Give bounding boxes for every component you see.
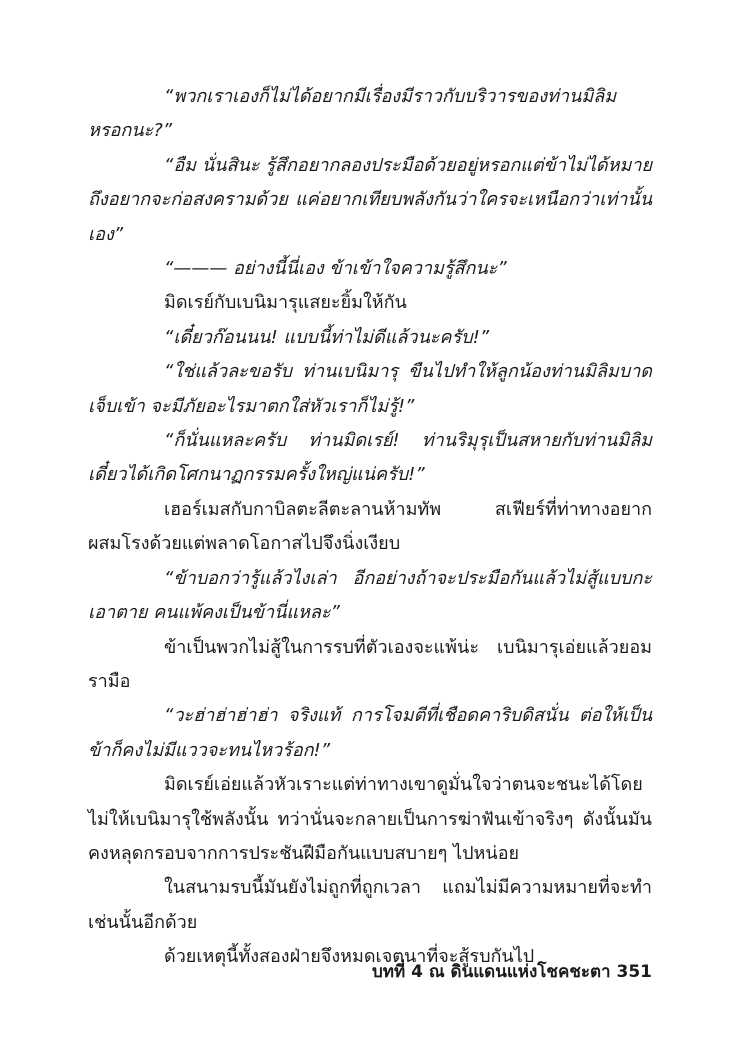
dialogue-paragraph: “ก็นั่นแหละครับ ท่านมิดเรย์! ท่านริมุรุเป็นสหายกับท่านมิลิมเดี๋ยวได้เกิดโศกนาฏกรรมครั้งใหญ่แน่ครับ!” [88,430,652,486]
body-text [88,80,652,975]
narration-paragraph: มิดเรย์เอ่ยแล้วหัวเราะแต่ท่าทางเขาดูมั่นใจว่าตนจะชนะได้โดยไม่ให้เบนิมารุใช้พลังนั้น ทว่านั่นจะกลายเป็นการฆ่าฟันเข้าจริงๆ ดังนั้นมันคงหลุดกรอบจากการประชันฝีมือกันแบบสบายๆ ไปหน่อย [88,774,652,864]
narration-paragraph: มิดเรย์กับเบนิมารุแสยะยิ้มให้กัน [164,292,407,314]
dialogue-paragraph: “เดี๋ยวก๊อนนน! แบบนี้ท่าไม่ดีแล้วนะครับ!” [164,326,490,348]
dialogue-paragraph: “ข้าบอกว่ารู้แล้วไงเล่า อีกอย่างถ้าจะประมือกันแล้วไม่สู้แบบกะเอาตาย คนแพ้คงเป็นข้านี่แหละ” [88,567,652,624]
dialogue-paragraph: “วะฮ่าฮ่าฮ่าฮ่า จริงแท้ การโจมตีที่เชือดคาริบดิสนั่น ต่อให้เป็นข้าก็คงไม่มีแววจะทนไหวร้อก!” [88,705,652,761]
narration-paragraph: ข้าเป็นพวกไม่สู้ในการรบที่ตัวเองจะแพ้น่ะ เบนิมารุเอ่ยแล้วยอมรามือ [88,636,652,692]
dialogue-paragraph: “ใช่แล้วละขอรับ ท่านเบนิมารุ ขืนไปทำให้ลูกน้องท่านมิลิมบาดเจ็บเข้า จะมีภัยอะไรมาตกใส่หัวเราก็ไม่รู้!” [88,361,652,417]
dialogue-paragraph: “——— อย่างนี้นี่เอง ข้าเข้าใจความรู้สึกนะ” [164,258,507,280]
running-footer: บทที่ 4 ณ ดินแดนแห่งโชคชะตา 351 [371,962,652,982]
dialogue-paragraph: “พวกเราเองก็ไม่ได้อยากมีเรื่องมีราวกับบริวารของท่านมิลิมหรอกนะ?” [88,86,617,142]
narration-paragraph: ด้วยเหตุนี้ทั้งสองฝ่ายจึงหมดเจตนาที่จะสู้รบกันไป [164,946,535,968]
narration-paragraph: เฮอร์เมสกับกาบิลตะลีตะลานห้ามทัพ สเฟียร์ที่ท่าทางอยากผสมโรงด้วยแต่พลาดโอกาสไปจึงนิ่งเงียบ [88,498,652,555]
narration-paragraph: ในสนามรบนี้มันยังไม่ถูกที่ถูกเวลา แถมไม่มีความหมายที่จะทำเช่นนั้นอีกด้วย [88,877,652,933]
dialogue-paragraph: “อืม นั่นสินะ รู้สึกอยากลองประมือด้วยอยู่หรอกแต่ข้าไม่ได้หมายถึงอยากจะก่อสงครามด้วย แค่อยากเทียบพลังกันว่าใครจะเหนือกว่าเท่านั้นเอง” [88,154,652,245]
